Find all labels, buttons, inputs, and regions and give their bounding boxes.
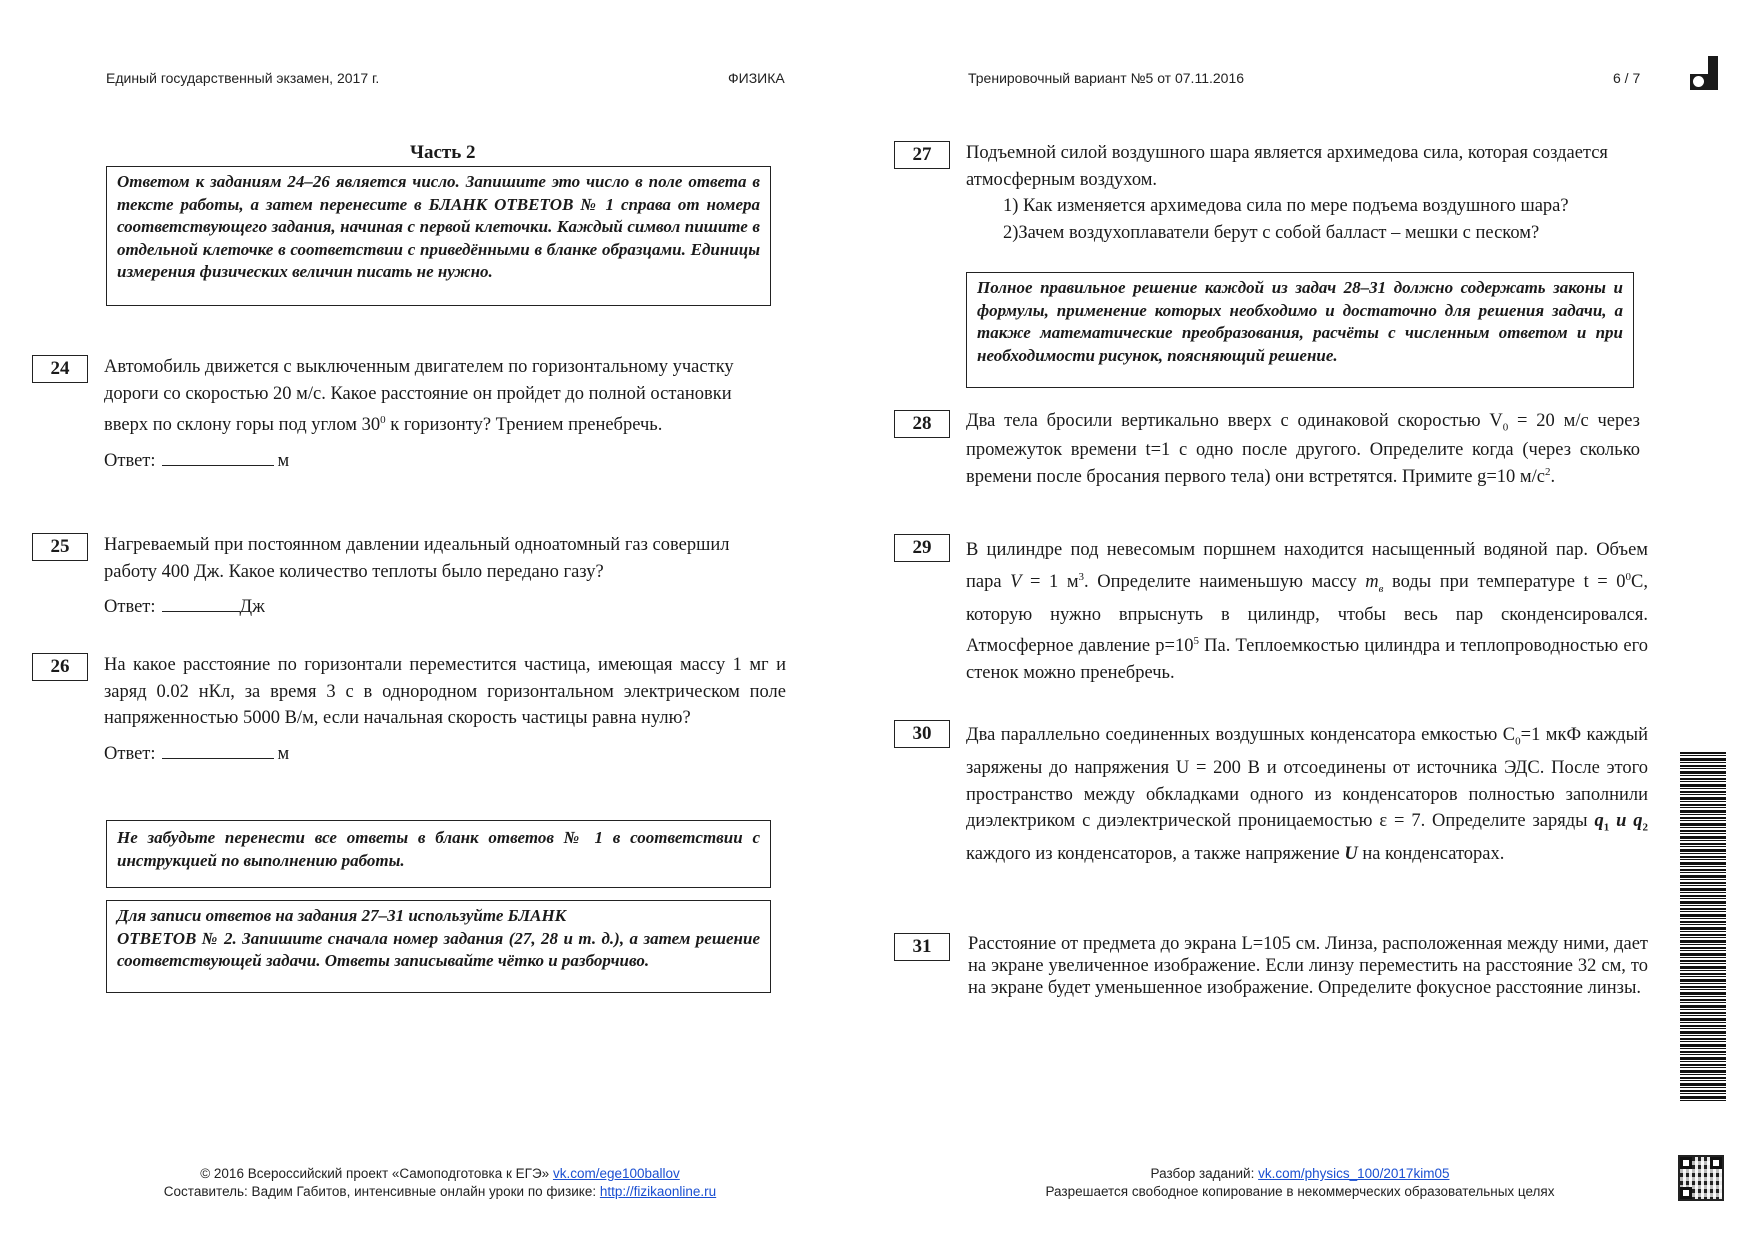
task-30 xyxy=(966,722,1648,868)
part-title: Часть 2 xyxy=(410,142,476,163)
header-exam-title: Единый государственный экзамен, 2017 г. xyxy=(106,70,380,86)
task-29 xyxy=(966,537,1648,687)
header-subject: ФИЗИКА xyxy=(728,70,785,86)
task-24-answer-field[interactable] xyxy=(162,447,274,466)
blank2-line2: ОТВЕТОВ № 2. Запишите сначала номер задания (27, 28 и т. д.), а затем решение соответствующей задачи. Ответы записывайте чётко и разборчиво. xyxy=(117,928,760,970)
footer-link-vk-physics[interactable]: vk.com/physics_100/2017kim05 xyxy=(1258,1166,1450,1181)
barcode-icon xyxy=(1680,752,1726,1102)
task-27-question-2: 2)Зачем воздухоплаватели берут с собой балласт – мешки с песком? xyxy=(1003,222,1540,243)
task-26-answer-field[interactable] xyxy=(162,740,274,759)
footer-left xyxy=(120,1165,760,1201)
header-variant: Тренировочный вариант №5 от 07.11.2016 xyxy=(968,70,1245,86)
task-number-27: 27 xyxy=(894,141,950,169)
task-number-25: 25 xyxy=(32,533,88,561)
task-24-text: Автомобиль движется с выключенным двигателем по горизонтальному участку дороги со скоростью 20 м/с. Какое расстояние он пройдет до полной остановки вверх по склону горы под углом $30^0$ к горизонту? Трением пренебречь. xyxy=(104,357,734,436)
blank2-line1: Для записи ответов на задания 27–31 используйте БЛАНК xyxy=(117,906,567,925)
task-25-answer-field[interactable] xyxy=(162,593,240,612)
qr-code-icon xyxy=(1678,1155,1724,1201)
task-28 xyxy=(966,410,1640,488)
task-number-24: 24 xyxy=(32,355,88,383)
part-instruction-box: Ответом к заданиям 24–26 является число. Запишите это число в поле ответа в тексте работы, а затем перенесите в БЛАНК ОТВЕТОВ № 1 справа от номера соответствующего задания, начиная с первой клеточки. Каждый символ пишите в отдельной клеточке в соответствии с приведёнными в бланке образцами. Единицы измерения физических величин писать не нужно. xyxy=(106,166,771,306)
footer-left-line1: © 2016 Всероссийский проект «Самоподготовка к ЕГЭ» vk.com/ege100ballov xyxy=(200,1166,680,1181)
full-solution-box: Полное правильное решение каждой из задач 28–31 должно содержать законы и формулы, применение которых необходимо и достаточно для решения задачи, а также математические преобразования, расчёты с численным ответом и при необходимости рисунок, поясняющий решение. xyxy=(966,272,1634,388)
task-27-question-1: 1) Как изменяется архимедова сила по мере подъема воздушного шара? xyxy=(1003,196,1569,216)
task-27-text: Подъемной силой воздушного шара является архимедова сила, которая создается атмосферным воздухом. xyxy=(966,143,1608,190)
task-26-text: На какое расстояние по горизонтали переместится частица, имеющая массу 1 мг и заряд 0.02 нКл, за время 3 с в однородном горизонтальном электрическом поле напряженностью 5000 В/м, если начальная скорость частицы равна нулю? xyxy=(104,655,786,728)
header-page-number: 6 / 7 xyxy=(1613,70,1641,86)
task-31 xyxy=(968,933,1648,999)
task-number-26: 26 xyxy=(32,653,88,681)
task-27 xyxy=(966,140,1652,246)
task-number-28: 28 xyxy=(894,410,950,438)
footer-link-fizikaonline[interactable]: http://fizikaonline.ru xyxy=(599,1184,717,1199)
task-30-text: Два параллельно соединенных воздушных конденсатора емкостью $C_0=1$ мкФ каждый заряжены до напряжения U = 200 В и отсоединены от источника ЭДС. После этого пространство между обкладками одного из конденсаторов полностью заполнили диэлектриком с диэлектрической проницаемостью ε = 7. Определите заряды $q_1$ и $q_2$ каждого из конденсаторов, а также напряжение U на конденсаторах. xyxy=(966,725,1649,865)
task-number-30: 30 xyxy=(894,720,950,748)
task-25-answer: Ответ: Дж xyxy=(104,593,784,621)
task-24-answer: Ответ: м xyxy=(104,447,744,475)
blank2-instruction-box xyxy=(106,900,771,993)
task-31-text: Расстояние от предмета до экрана L=105 см. Линза, расположенная между ними, дает на экране увеличенное изображение. Если линзу переместить на расстояние 32 см, то на экране будет уменьшенное изображение. Определите фокусное расстояние линзы. xyxy=(968,934,1648,998)
footer-right-line1: Разбор заданий: vk.com/physics_100/2017kim05 xyxy=(1150,1166,1450,1181)
task-number-31: 31 xyxy=(894,933,950,961)
footer-link-vk-ege[interactable]: vk.com/ege100ballov xyxy=(552,1166,680,1181)
task-number-29: 29 xyxy=(894,534,950,562)
footer-right-line2: Разрешается свободное копирование в некоммерческих образовательных целях xyxy=(1045,1184,1555,1199)
footer-right xyxy=(1010,1165,1590,1201)
task-26-answer: Ответ: м xyxy=(104,740,786,768)
task-24 xyxy=(104,354,744,474)
task-29-text: В цилиндре под невесомым поршнем находится насыщенный водяной пар. Объем пара V = 1 $м^3$. Определите наименьшую массу $m_в$ воды при температуре $t = 0^0С$, которую нужно впрыснуть в цилиндр, чтобы весь пар сконденсировался. Атмосферное давление $p=10^5$ Па. Теплоемкостью цилиндра и теплопроводностью его стенок можно пренебречь. xyxy=(966,540,1648,683)
task-25 xyxy=(104,532,784,621)
reminder-box: Не забудьте перенести все ответы в бланк ответов № 1 в соответствии с инструкцией по выполнению работы. xyxy=(106,820,771,888)
corner-marker-icon xyxy=(1690,56,1718,90)
task-28-text: Два тела бросили вертикально вверх с одинаковой скоростью $V_0 = 20$ м/с через промежуток времени t=1 с одно после другого. Определите когда (через сколько времени после бросания первого тела) они встретятся. Примите g=10 $м/с^2$. xyxy=(966,411,1640,487)
task-26 xyxy=(104,652,786,767)
task-25-text: Нагреваемый при постоянном давлении идеальный одноатомный газ совершил работу 400 Дж. Какое количество теплоты было передано газу? xyxy=(104,535,730,582)
footer-left-line2: Составитель: Вадим Габитов, интенсивные онлайн уроки по физике: http://fizikaonline.ru xyxy=(163,1184,717,1199)
